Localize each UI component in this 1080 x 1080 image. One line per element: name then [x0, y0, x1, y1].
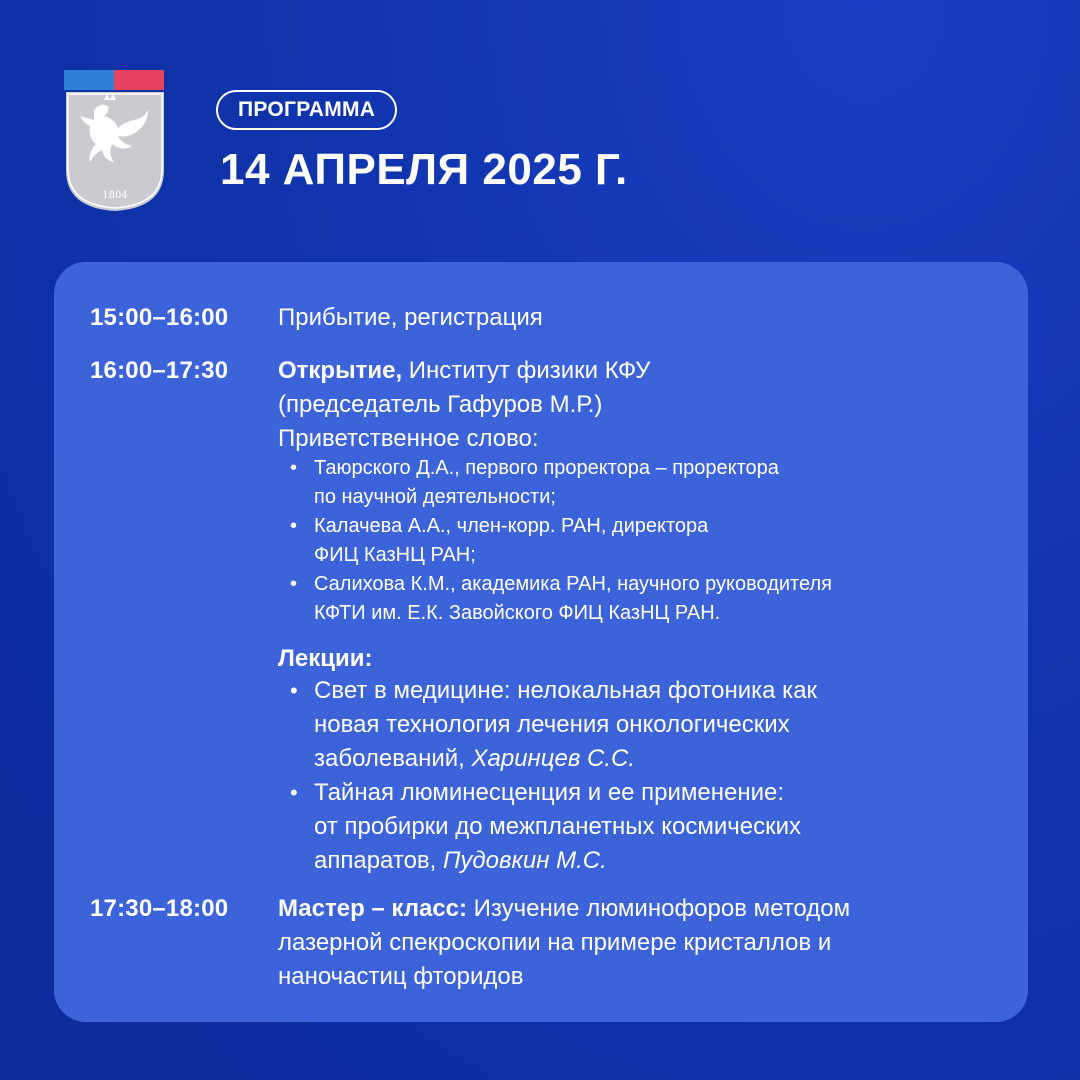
lecture-2-author: Пудовкин М.С. — [443, 847, 607, 874]
greeting-item-1: • Таюрского Д.А., первого проректора – проректора — [290, 454, 297, 483]
schedule-text-2-line1 — [278, 354, 650, 388]
schedule-text-2-line2: (председатель Гафуров М.Р.) — [278, 391, 603, 418]
lectures-heading: Лекции: — [278, 645, 373, 672]
program-badge: ПРОГРАММА — [216, 90, 397, 130]
greeting-2-line1: Калачева А.А., член-корр. РАН, директора — [314, 515, 709, 537]
schedule-time-1: 15:00–16:00 — [90, 304, 229, 331]
schedule-text-3-line3: наночастиц фторидов — [278, 963, 524, 990]
lecture-2-text: аппаратов, — [314, 847, 444, 874]
greeting-heading: Приветственное слово: — [278, 425, 539, 452]
schedule-text-3-line1 — [278, 892, 850, 926]
lecture-item-1: • Свет в медицине: нелокальная фотоника как — [290, 674, 298, 708]
opening-label: Открытие, — [278, 357, 403, 384]
lecture-1-line2: новая технология лечения онкологических — [314, 711, 790, 738]
greeting-3-line1: Салихова К.М., академика РАН, научного руководителя — [314, 573, 832, 595]
masterclass-title: Изучение люминофоров методом — [467, 895, 851, 922]
lecture-1-line3 — [314, 742, 635, 776]
schedule-time-2: 16:00–17:30 — [90, 357, 229, 384]
greeting-3-line2: КФТИ им. Е.К. Завойского ФИЦ КазНЦ РАН. — [314, 602, 721, 624]
masterclass-label: Мастер – класс: — [278, 895, 468, 922]
opening-institute: Институт физики КФУ — [402, 357, 651, 384]
lecture-item-2: • Тайная люминесценция и ее применение: — [290, 776, 298, 810]
greeting-item-3: • Салихова К.М., академика РАН, научного руководителя — [290, 570, 297, 599]
lecture-2-line1: Тайная люминесценция и ее применение: — [314, 779, 785, 806]
schedule-text-1: Прибытие, регистрация — [278, 304, 543, 331]
greeting-1-line2: по научной деятельности; — [314, 486, 556, 508]
schedule-time-3: 17:30–18:00 — [90, 895, 229, 922]
lecture-1-line1: Свет в медицине: нелокальная фотоника как — [314, 677, 818, 704]
lecture-1-text: заболеваний, — [314, 745, 472, 772]
lecture-2-line2: от пробирки до межпланетных космических — [314, 813, 801, 840]
page-title: 14 АПРЕЛЯ 2025 Г. — [220, 145, 628, 194]
lecture-2-line3 — [314, 844, 607, 878]
greeting-item-2: • Калачева А.А., член-корр. РАН, директора — [290, 512, 297, 541]
greeting-2-line2: ФИЦ КазНЦ РАН; — [314, 544, 476, 566]
schedule-text-3-line2: лазерной спекроскопии на примере кристаллов и — [278, 929, 832, 956]
logo-year: 1804 — [102, 190, 128, 201]
university-logo — [64, 70, 166, 212]
lecture-1-author: Харинцев С.С. — [471, 745, 636, 772]
greeting-1-line1: Таюрского Д.А., первого проректора – проректора — [314, 457, 779, 479]
